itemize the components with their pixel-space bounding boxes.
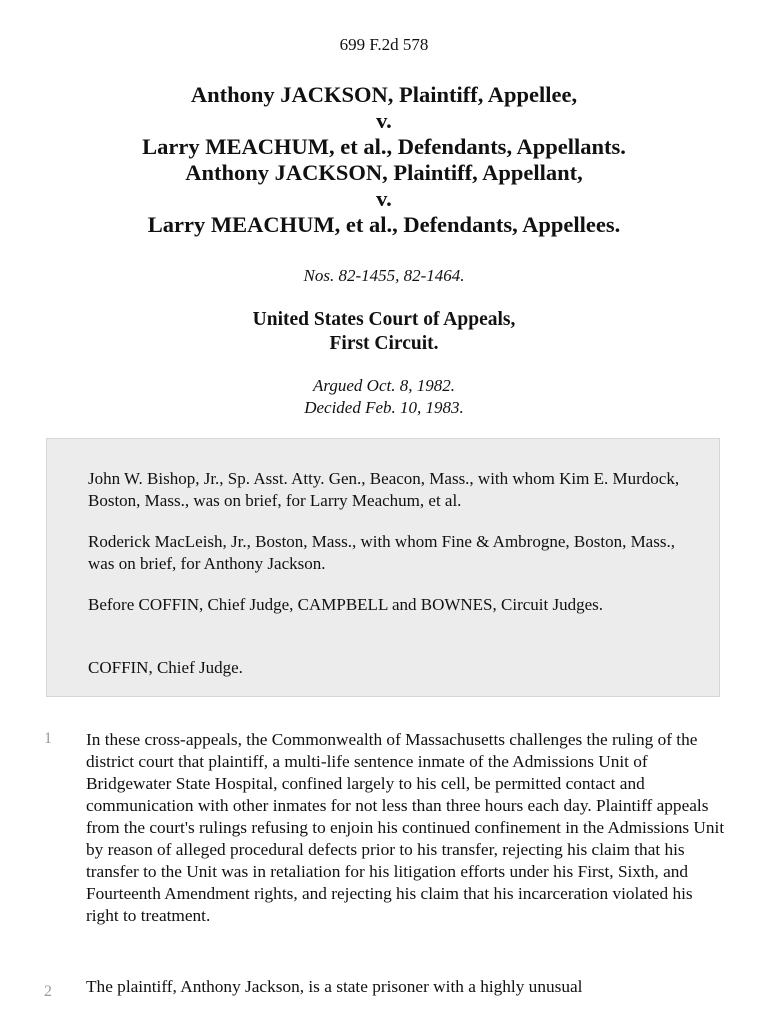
caption-line: Larry MEACHUM, et al., Defendants, Appellees. bbox=[147, 212, 621, 237]
opinion-paragraph: In these cross-appeals, the Commonwealth of Massachusetts challenges the ruling of the district court that plaintiff, a multi-life sentence inmate of the Admissions Unit of Bridgewater State Hospital, confined largely to his cell, be permitted contact and communication with other inmates for not less than three hours each day. Plaintiff appeals from the court's rulings refusing to enjoin his continued confinement in the Admissions Unit by reason of alleged procedural defects prior to his transfer, rejecting his claim that his transfer to the Unit was in retaliation for his litigation efforts under his First, Sixth, and Fourteenth Amendment rights, and rejecting his claim that his incarceration violated his right to treatment. bbox=[86, 730, 725, 925]
caption-line: Larry MEACHUM, et al., Defendants, Appellants. bbox=[142, 134, 626, 159]
caption-line: Anthony JACKSON, Plaintiff, Appellee, bbox=[190, 82, 578, 107]
case-caption bbox=[0, 82, 768, 238]
counsel-panel bbox=[46, 438, 720, 697]
docket-numbers: Nos. 82-1455, 82-1464. bbox=[303, 266, 465, 285]
counsel-appellants: John W. Bishop, Jr., Sp. Asst. Atty. Gen., Beacon, Mass., with whom Kim E. Murdock, Boston, Mass., was on brief, for Larry Meachum, et al. bbox=[88, 469, 680, 510]
decision-dates bbox=[0, 375, 768, 419]
caption-line: Anthony JACKSON, Plaintiff, Appellant, bbox=[185, 160, 583, 185]
counsel-appellee: Roderick MacLeish, Jr., Boston, Mass., with whom Fine & Ambrogne, Boston, Mass., was on brief, for Anthony Jackson. bbox=[88, 532, 675, 573]
opinion-paragraph: The plaintiff, Anthony Jackson, is a state prisoner with a highly unusual bbox=[86, 977, 583, 996]
caption-line: v. bbox=[376, 186, 392, 211]
decided-date: Decided Feb. 10, 1983. bbox=[304, 398, 464, 417]
argued-date: Argued Oct. 8, 1982. bbox=[313, 376, 455, 395]
court-line: United States Court of Appeals, bbox=[252, 309, 516, 330]
paragraph-number: 2 bbox=[44, 983, 52, 1000]
paragraph-number: 1 bbox=[44, 730, 52, 747]
court-line: First Circuit. bbox=[329, 333, 439, 354]
reporter-citation: 699 F.2d 578 bbox=[339, 35, 429, 54]
court-name bbox=[0, 308, 768, 356]
caption-line: v. bbox=[376, 108, 392, 133]
judges-panel: Before COFFIN, Chief Judge, CAMPBELL and BOWNES, Circuit Judges. bbox=[88, 595, 604, 614]
opinion-author: COFFIN, Chief Judge. bbox=[88, 658, 243, 677]
